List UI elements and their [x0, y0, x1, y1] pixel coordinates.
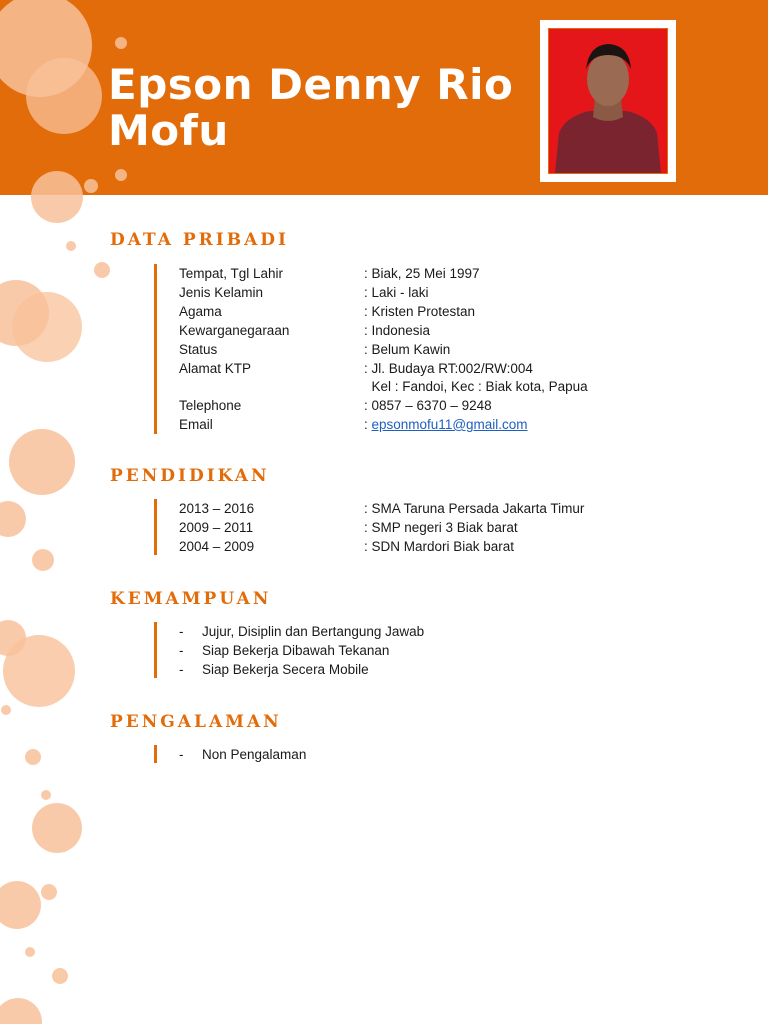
bubble: [0, 620, 26, 656]
section-bar: [154, 499, 157, 555]
info-value: : Kristen Protestan: [364, 304, 476, 319]
info-label: Agama: [179, 304, 222, 319]
skill-text: Siap Bekerja Secera Mobile: [202, 662, 369, 677]
email-link[interactable]: epsonmofu11@gmail.com: [371, 417, 528, 432]
section-title-kemampuan: KEMAMPUAN: [110, 589, 272, 609]
bubble: [0, 501, 26, 537]
info-value: [364, 415, 528, 434]
education-years: 2013 – 2016: [179, 501, 255, 516]
education-years: 2009 – 2011: [179, 520, 254, 535]
info-label: Jenis Kelamin: [179, 285, 264, 300]
bubble: [41, 790, 51, 800]
bubble: [32, 549, 54, 571]
section-bar: [154, 264, 157, 434]
bullet-dash: -: [179, 662, 184, 677]
info-value: : Laki - laki: [364, 285, 429, 300]
info-label: Alamat KTP: [179, 361, 252, 376]
person-silhouette-icon: [549, 29, 667, 173]
skill-text: Jujur, Disiplin dan Bertangung Jawab: [202, 624, 425, 639]
info-value: : Biak, 25 Mei 1997: [364, 266, 480, 281]
info-label: Telephone: [179, 398, 242, 413]
education-school: : SMA Taruna Persada Jakarta Timur: [364, 501, 585, 516]
info-value: : Belum Kawin: [364, 342, 451, 357]
bubble: [9, 429, 75, 495]
profile-photo: [549, 29, 667, 173]
info-value: : Jl. Budaya RT:002/RW:004: [364, 361, 533, 376]
education-school: : SMP negeri 3 Biak barat: [364, 520, 518, 535]
bubble: [0, 881, 41, 929]
bubble: [25, 947, 35, 957]
bullet-dash: -: [179, 624, 184, 639]
info-label: Status: [179, 342, 218, 357]
bubble: [94, 262, 110, 278]
bubble: [32, 803, 82, 853]
bubble: [12, 292, 82, 362]
experience-text: Non Pengalaman: [202, 747, 307, 762]
education-school: : SDN Mardori Biak barat: [364, 539, 515, 554]
skill-text: Siap Bekerja Dibawah Tekanan: [202, 643, 390, 658]
section-title-pengalaman: PENGALAMAN: [110, 712, 282, 732]
profile-photo-frame: [540, 20, 676, 182]
bubble: [1, 705, 11, 715]
info-value: : 0857 – 6370 – 9248: [364, 398, 492, 413]
bullet-dash: -: [179, 643, 184, 658]
info-label: Tempat, Tgl Lahir: [179, 266, 284, 281]
info-value: Kel : Fandoi, Kec : Biak kota, Papua: [364, 379, 588, 394]
section-bar: [154, 622, 157, 678]
bubble: [52, 968, 68, 984]
info-label: Email: [179, 417, 213, 432]
bubble: [41, 884, 57, 900]
section-bar: [154, 745, 157, 763]
candidate-name: Epson Denny Rio Mofu: [108, 60, 514, 155]
bullet-dash: -: [179, 747, 184, 762]
bubble: [66, 241, 76, 251]
bubble: [3, 635, 75, 707]
section-title-pendidikan: PENDIDIKAN: [110, 466, 270, 486]
bubble: [25, 749, 41, 765]
info-label: Kewarganegaraan: [179, 323, 290, 338]
section-title-data-pribadi: DATA PRIBADI: [110, 230, 289, 250]
education-years: 2004 – 2009: [179, 539, 255, 554]
bubble: [0, 998, 42, 1024]
info-value: : Indonesia: [364, 323, 431, 338]
email-prefix: :: [364, 417, 372, 432]
bubble: [0, 280, 49, 346]
